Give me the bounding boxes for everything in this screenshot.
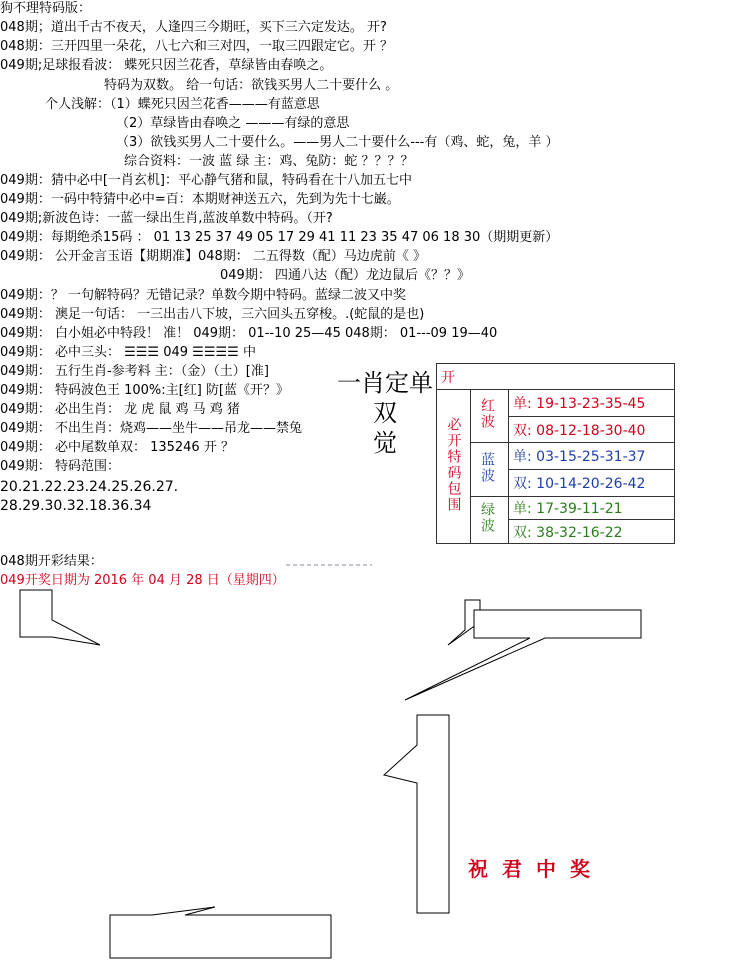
text-line: 049期： 必出生肖： 龙 虎 鼠 鸡 马 鸡 猪 [0, 402, 240, 417]
callout-box [384, 715, 449, 913]
wave-label-green: 绿波 [471, 497, 509, 544]
text-line: 049期： 特码波色王 100%:主[红] 防[蓝《开？》 [0, 383, 289, 398]
wave-label-red: 红波 [471, 390, 509, 443]
equals-bars-icon: ☰☰☰ [124, 345, 160, 360]
overlay-title-line: 觉 [373, 429, 397, 457]
even-numbers: 10-14-20-26-42 [536, 476, 646, 492]
text-line: 048期；道出千古不夜天，人逢四三今期旺，买下三六定发达。 开? [0, 20, 387, 35]
even-numbers: 38-32-16-22 [536, 524, 623, 541]
text-line: 048期：三开四里一朵花，八七六和三对四，一取三四跟定它。开 ？ [0, 39, 393, 54]
text-line: 049期：一码中特猜中必中=百：本期财神送五六，先到为先十七巌。 [0, 192, 400, 207]
text-line: 049期： 特码范围： [0, 459, 120, 474]
odd-label: 单: [513, 449, 532, 465]
text-line: 049期： 五行生肖-参考料 主：（金）（土）[准] [0, 364, 269, 379]
odd-numbers: 03-15-25-31-37 [536, 449, 646, 465]
odd-label: 单: [513, 501, 532, 517]
date-line: 049开奖日期为 2016 年 04 月 28 日（星期四） [0, 573, 285, 588]
text-line: 049期： 四通八达（配）龙边鼠后《？？》 [220, 268, 470, 283]
text-line: 20.21.22.23.24.25.26.27. [0, 479, 179, 495]
text-line: 049期：猜中必中[一肖玄机]：平心静气猪和鼠，特码看在十八加五七中 [0, 173, 412, 188]
text-segment: 049 [163, 345, 189, 360]
text-line: 049期： 必中尾数单双： 135246 开 ？ [0, 440, 234, 455]
odd-numbers: 17-39-11-21 [536, 501, 623, 517]
header-title: 狗不理特码版： [0, 1, 92, 16]
overlay-title-line: 一肖定单双 [337, 369, 433, 427]
text-segment: 049期： 必中三头： [0, 345, 120, 360]
even-label: 双: [513, 476, 532, 492]
callout-box [20, 590, 100, 645]
text-line: 049期：？ 一句解特码？无错记录？单数今期中特码。蓝绿二波又中奖 [0, 288, 406, 303]
wave-table-open: 开 [437, 364, 675, 390]
even-label: 双: [513, 422, 532, 439]
text-line: （2）草绿皆由春唤之 ———有绿的意思 [116, 116, 350, 131]
wave-label-blue: 蓝波 [471, 443, 509, 497]
text-line: 048期开彩结果： [0, 554, 103, 569]
wave-table-side-label: 必开特码包围 [437, 390, 471, 544]
odd-numbers: 19-13-23-35-45 [536, 396, 646, 412]
text-line: （3）欲钱买男人二十要什么。——男人二十要什么---有（鸡、蛇，兔，羊 ） [116, 135, 559, 150]
text-line: 28.29.30.32.18.36.34 [0, 498, 152, 514]
text-line: 特码为双数。 给一句话：欲钱买男人二十要什么 。 [104, 78, 399, 93]
text-line: 049期： 公开金言玉语【期期准】048期： 二五得数（配）马边虎前《 》 [0, 249, 427, 264]
text-segment: 中 [242, 345, 256, 360]
text-line: 个人浅解：（1）蝶死只因兰花香———有蓝意思 [45, 97, 320, 112]
text-line: 049期： 澳足一句话： 一三出击八下坡，三六回头五穿梭。.(蛇鼠的是也) [0, 307, 425, 322]
text-line: 049期;足球报看波： 蝶死只因兰花香，草绿皆由春唤之。 [0, 58, 333, 73]
blessing-text: 祝君中奖 [468, 857, 604, 881]
equals-bars-icon: ☰☰☰☰ [192, 345, 239, 360]
odd-label: 单: [513, 396, 532, 412]
even-numbers: 08-12-18-30-40 [536, 422, 646, 439]
text-line: 049期：每期绝杀15码 ： 01 13 25 37 49 05 17 29 41 11 23 35 47 06 18 30（期期更新） [0, 230, 559, 245]
text-line: 049期： 白小姐必中特段！ 准！ 049期： 01--10 25—45 048期： 01---09 19—40 [0, 326, 498, 341]
even-label: 双: [513, 524, 532, 541]
text-line: 综合资料：一波 蓝 绿 主：鸡、兔防：蛇 ？？？？ [124, 154, 414, 169]
callout-box [405, 610, 641, 700]
text-line: 049期： 不出生肖：烧鸡——坐牛——吊龙——禁兔 [0, 421, 302, 436]
text-line: 049期;新波色诗：一蓝一绿出生肖,蓝波单数中特码。（开? [0, 211, 333, 226]
callout-box [110, 907, 331, 958]
